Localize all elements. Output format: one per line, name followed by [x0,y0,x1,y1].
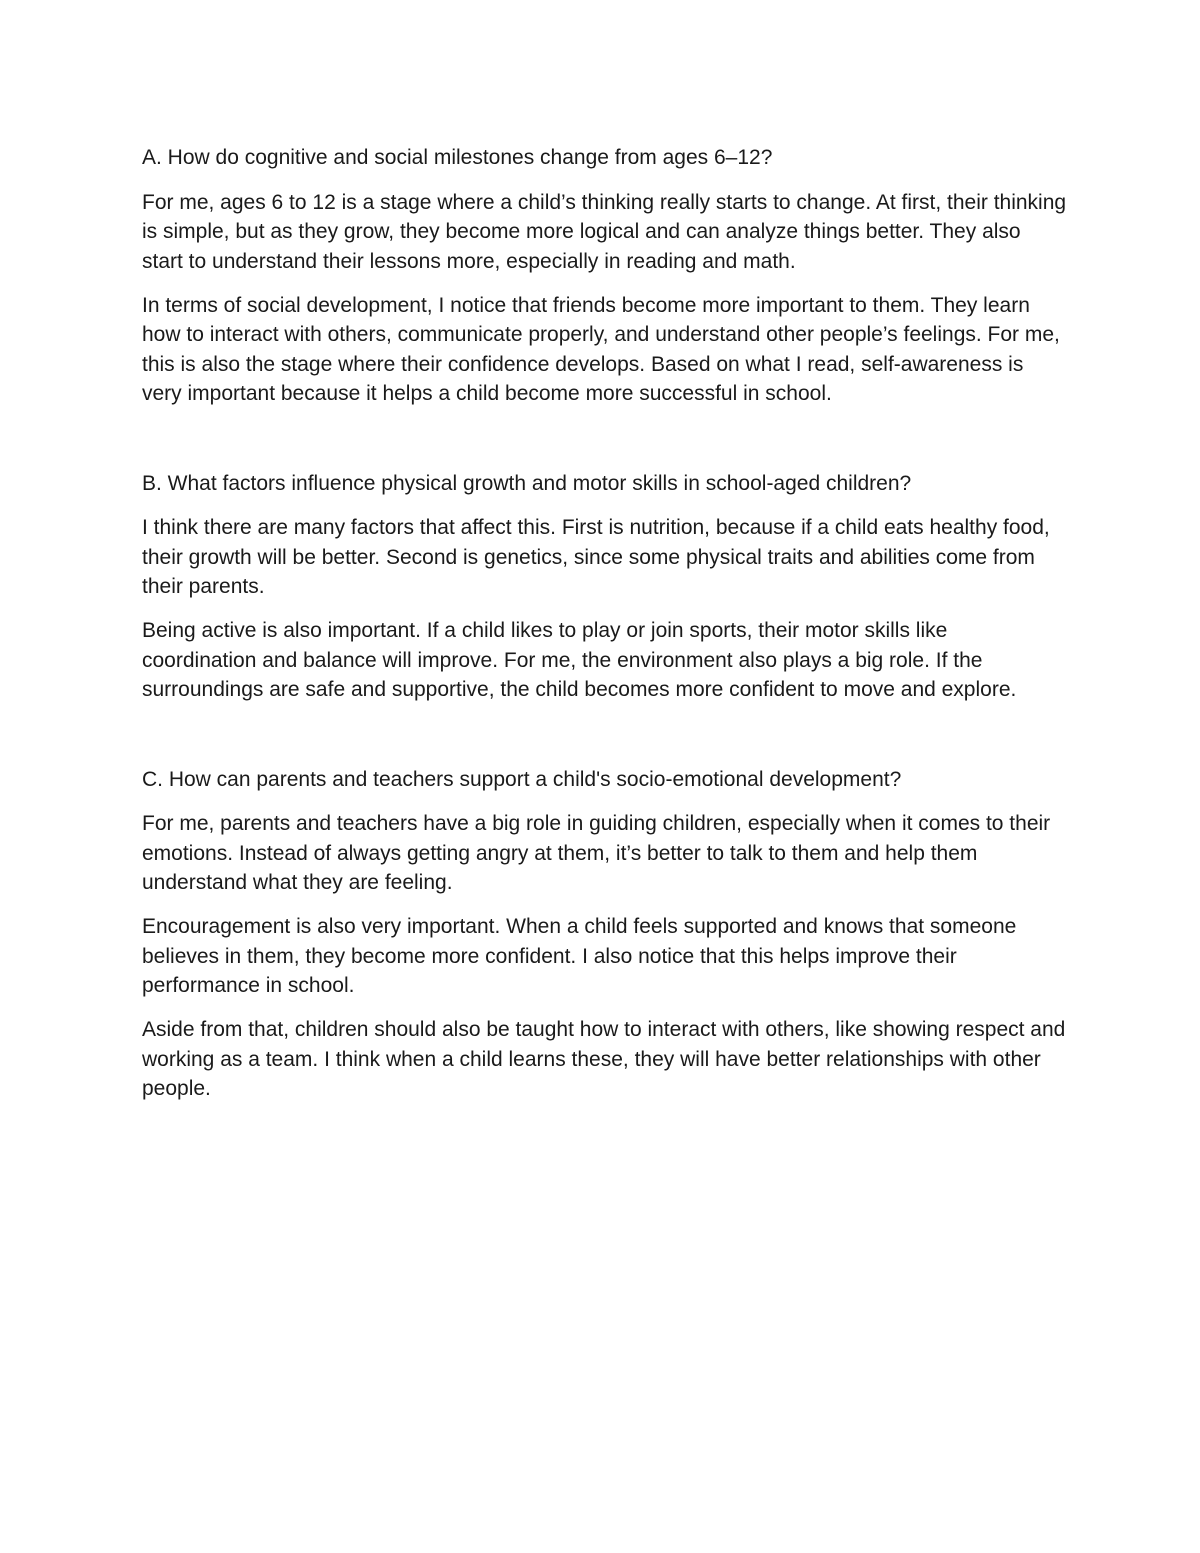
section-b [142,469,1067,705]
question-heading: C. How can parents and teachers support a child's socio-emotional development? [142,767,902,791]
section-c [142,765,1067,1104]
question-heading: B. What factors influence physical growth and motor skills in school-aged children? [142,471,912,495]
question-heading: A. How do cognitive and social milestones change from ages 6–12? [142,146,773,169]
section-a [142,143,1067,409]
answer-paragraph: Aside from that, children should also be taught how to interact with others, like showing respect and working as a team. I think when a child learns these, they will have better relationships with other people. [142,1018,1066,1100]
answer-paragraph: Being active is also important. If a child likes to play or join sports, their motor skills like coordination and balance will improve. For me, the environment also plays a big role. If the surroundings are safe and supportive, the child becomes more confident to move and explore. [142,619,1017,701]
document-body [142,143,1067,1104]
answer-paragraph: Encouragement is also very important. When a child feels supported and knows that someone believes in them, they become more confident. I also notice that this helps improve their performance in school. [142,915,1017,997]
answer-paragraph: For me, ages 6 to 12 is a stage where a child’s thinking really starts to change. At first, their thinking is simple, but as they grow, they become more logical and can analyze things better. They also start to understand their lessons more, especially in reading and math. [142,190,1067,273]
answer-paragraph: For me, parents and teachers have a big role in guiding children, especially when it comes to their emotions. Instead of always getting angry at them, it’s better to talk to them and help them understand what they are feeling. [142,812,1051,894]
answer-paragraph: In terms of social development, I notice that friends become more important to them. They learn how to interact with others, communicate properly, and understand other people’s feelings. For me, this is also the stage where their confidence develops. Based on what I read, self-awareness is very important because it helps a child become more successful in school. [142,293,1060,405]
answer-paragraph: I think there are many factors that affect this. First is nutrition, because if a child eats healthy food, their growth will be better. Second is genetics, since some physical traits and abilities come from their parents. [142,516,1050,598]
